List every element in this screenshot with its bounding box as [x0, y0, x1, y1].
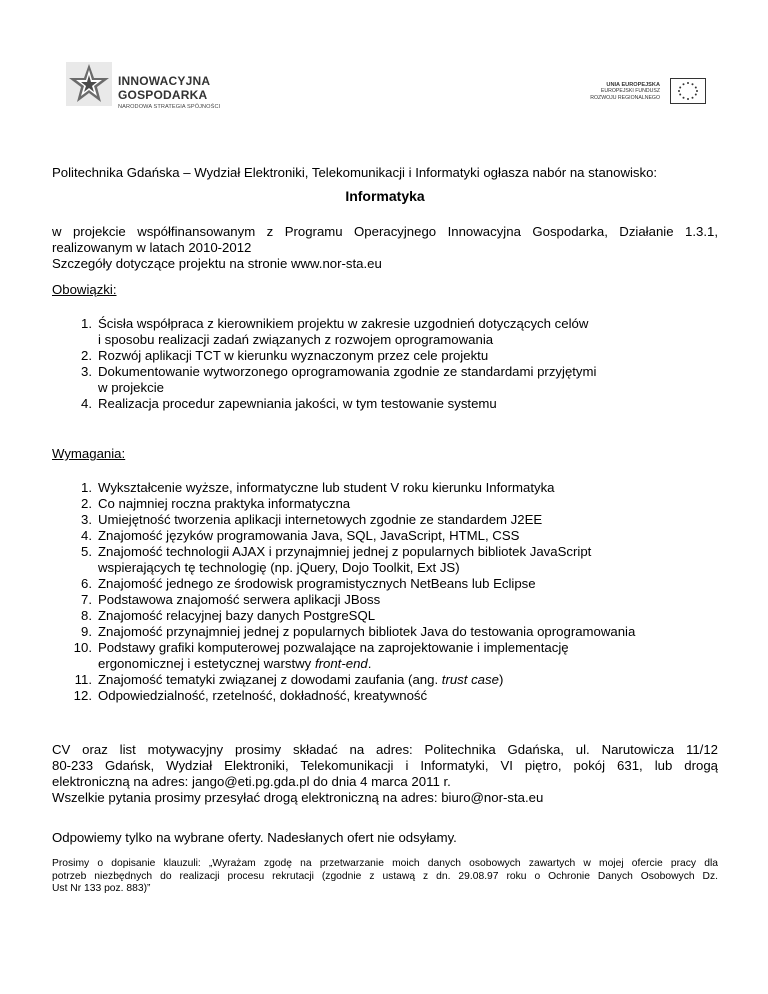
- list-item: 2. Rozwój aplikacji TCT w kierunku wyznaczonym przez cele projektu: [81, 348, 489, 363]
- intro-text: Politechnika Gdańska – Wydział Elektroniki, Telekomunikacji i Informatyki ogłasza nabór na stanowisko:: [52, 165, 658, 180]
- consent-clause: [52, 858, 718, 896]
- contact-line1: CV oraz list motywacyjny prosimy składać na adres: Politechnika Gdańska, ul. Narutowicza 11/12: [52, 742, 718, 757]
- project-line2: realizowanym w latach 2010-2012: [52, 240, 252, 255]
- list-item: 8. Znajomość relacyjnej bazy danych PostgreSQL: [81, 608, 376, 623]
- requirements-list: [52, 480, 718, 704]
- star-logo-icon: [66, 58, 112, 108]
- list-item: 5. Znajomość technologii AJAX i przynajmniej jednej z popularnych bibliotek JavaScript wspierających tę technologię (np. jQuery, Dojo Toolkit, Ext JS): [81, 544, 592, 575]
- duties-heading: Obowiązki:: [52, 282, 117, 297]
- list-item: 9. Znajomość przynajmniej jednej z popularnych bibliotek Java do testowania oprogramowania: [81, 624, 636, 639]
- eu-logo: [570, 78, 710, 108]
- logo-left-line1: INNOWACYJNA: [118, 74, 211, 88]
- list-item: 1. Wykształcenie wyższe, informatyczne lub student V roku kierunku Informatyka: [81, 480, 555, 495]
- clause-line1: Prosimy o dopisanie klauzuli: „Wyrażam zgodę na przetwarzanie moich danych osobowych zawartych w mojej ofercie pracy dla: [52, 858, 718, 869]
- clause-line3: Ust Nr 133 poz. 883)”: [52, 883, 151, 894]
- list-item: 6. Znajomość jednego ze środowisk programistycznych NetBeans lub Eclipse: [81, 576, 536, 591]
- list-item: 3. Dokumentowanie wytworzonego oprogramowania zgodnie ze standardami przyjętymi w projekcie: [81, 364, 597, 395]
- list-item: 3. Umiejętność tworzenia aplikacji internetowych zgodnie ze standardem J2EE: [81, 512, 543, 527]
- contact-info: [52, 742, 718, 806]
- contact-line4: Wszelkie pytania prosimy przesyłać drogą elektroniczną na adres: biuro@nor-sta.eu: [52, 790, 544, 805]
- contact-line2: 80-233 Gdańsk, Wydział Elektroniki, Telekomunikacji i Informatyki, VI piętro, pokój 631, lub drogą: [52, 758, 718, 773]
- innowacyjna-gospodarka-logo: [66, 58, 246, 128]
- list-item: 10. Podstawy grafiki komputerowej pozwalające na zaprojektowanie i implementację ergonomicznej i estetycznej warstwy front-end.: [73, 640, 569, 671]
- clause-line2: potrzeb niezbędnych do realizacji procesu rekrutacji (zgodnie z ustawą z dn. 29.08.97 roku o Ochronie Danych Osobowych Dz.: [52, 870, 718, 882]
- list-item: 11. Znajomość tematyki związanej z dowodami zaufania (ang. trust case): [74, 672, 504, 687]
- position-title: Informatyka: [345, 188, 425, 204]
- project-line3: Szczegóły dotyczące projektu na stronie www.nor-sta.eu: [52, 256, 382, 271]
- list-item: 1. Ścisła współpraca z kierownikiem projektu w zakresie uzgodnień dotyczących celów i sposobu realizacji zadań związanych z rozwojem oprogramowania: [81, 316, 589, 347]
- logo-left-line2: GOSPODARKA: [118, 88, 208, 102]
- list-item: 12. Odpowiedzialność, rzetelność, dokładność, kreatywność: [73, 688, 428, 703]
- list-item: 4. Znajomość języków programowania Java, SQL, JavaScript, HTML, CSS: [81, 528, 520, 543]
- project-info: [52, 224, 718, 272]
- eu-logo-line3: ROZWOJU REGIONALNEGO: [590, 94, 660, 101]
- logo-left-line3: NARODOWA STRATEGIA SPÓJNOŚCI: [118, 104, 221, 110]
- eu-logo-text: [590, 82, 660, 101]
- answer-note: Odpowiemy tylko na wybrane oferty. Nadesłanych ofert nie odsyłamy.: [52, 830, 457, 845]
- project-line1: w projekcie współfinansowanym z Programu Operacyjnego Innowacyjna Gospodarka, Działanie 1.3.1,: [52, 224, 718, 239]
- list-item: 2. Co najmniej roczna praktyka informatyczna: [81, 496, 351, 511]
- contact-line3: elektroniczną na adres: jango@eti.pg.gda.pl do dnia 4 marca 2011 r.: [52, 774, 451, 789]
- duties-list: [52, 316, 718, 412]
- eu-logo-line2: EUROPEJSKI FUNDUSZ: [600, 88, 660, 95]
- list-item: 4. Realizacja procedur zapewniania jakości, w tym testowanie systemu: [81, 396, 497, 411]
- eu-logo-line1: UNIA EUROPEJSKA: [606, 82, 660, 88]
- list-item: 7. Podstawowa znajomość serwera aplikacji JBoss: [81, 592, 381, 607]
- requirements-heading: Wymagania:: [52, 446, 126, 461]
- eu-flag-icon: [670, 78, 706, 104]
